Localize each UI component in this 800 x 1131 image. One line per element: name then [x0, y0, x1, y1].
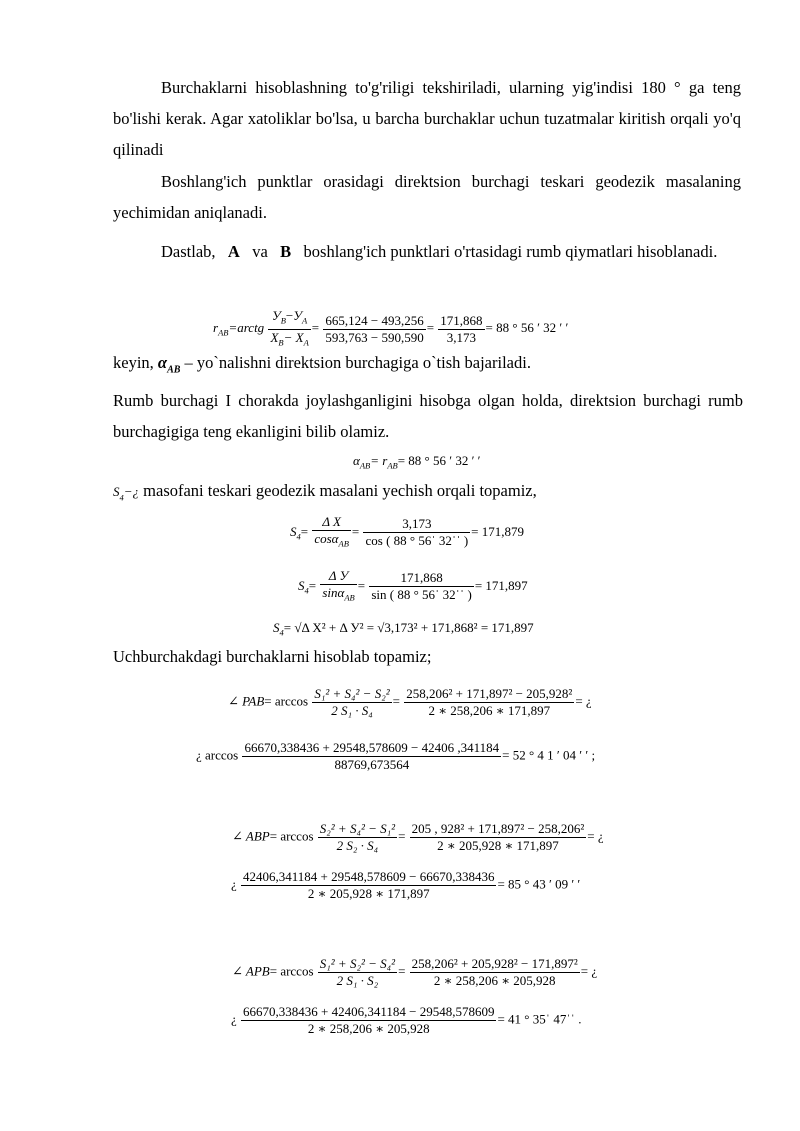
formula-symbol: S [273, 620, 280, 635]
formula-pab-line2 [196, 740, 595, 773]
formula-apb-line2 [231, 1004, 582, 1037]
formula-subscript: AB [344, 592, 355, 603]
formula-numerator: 66670,338436 + 42406,341184 − 29548,578609 [243, 1004, 495, 1019]
formula-rumb-ab: $r_{AB}=arctg$ $\frac{У_B-У_A}{X_B- X_A}$ = $\frac{665,124 - 493,256}{593,763 - 590,590}$ = $\frac{171,868}{3,173}$ = 88 ° 56 ′ 32 ′ ′ [213, 308, 568, 350]
formula-alpha-ab [353, 453, 481, 471]
formula-function: =arctg [228, 320, 265, 336]
formula-symbol: r [213, 320, 219, 336]
formula-denominator: sinα [322, 585, 345, 600]
formula-denominator: 88769,673564 [334, 757, 410, 772]
formula-operator: = ¿ [580, 963, 598, 979]
formula-result: = 171,897 [474, 577, 528, 593]
paragraph-keyin [113, 353, 531, 375]
formula-numerator: 42406,341184 + 29548,578609 − 66670,338436 [243, 869, 495, 884]
paragraph-initial-points [113, 166, 741, 228]
formula-subscript: AB [359, 460, 371, 471]
formula-numerator: S₁² + S₂² − S₄² [319, 956, 396, 971]
formula-numerator: 66670,338436 + 29548,578609 − 42406 ,341184 [244, 740, 500, 755]
formula-function: = arccos [269, 963, 314, 979]
formula-numerator: Δ У [320, 568, 356, 585]
alpha-subscript: AB [167, 364, 181, 376]
formula-result: = 88 ° 56 ′ 32 ′ ′ [397, 453, 481, 468]
formula-expression: = √Δ X² + Δ У² = √3,173² + 171,868² = 171,897 [283, 620, 534, 635]
formula-s4-cos: $S_4=$ $\frac{\text{Δ X}}{\cos\alpha_{AB}}$ = $\frac{3,173}{\text{cos ( 88 ° 56ˈ 32ˈˈ )}}$ = 171,879 [290, 514, 524, 552]
formula-symbol: = r [370, 453, 388, 468]
point-b-label: B [280, 242, 292, 261]
formula-denominator: sin ( 88 ° 56ˈ 32ˈˈ ) [371, 587, 472, 603]
formula-numerator: 3,173 [363, 516, 470, 533]
formula-denominator: 2 ∗ 258,206 ∗ 205,928 [307, 1021, 430, 1036]
formula-fraction [410, 956, 580, 989]
formula-subscript: AB [218, 327, 229, 338]
formula-subscript: 4 [304, 585, 309, 596]
formula-symbol: У [293, 308, 303, 323]
formula-numerator: S₂² + S₄² − S₁² [319, 821, 396, 836]
text-part: va [252, 242, 268, 261]
formula-fraction [410, 821, 587, 854]
paragraph-text: masofani teskari geodezik masalani yechish orqali topamiz, [143, 481, 537, 500]
formula-function: = arccos [269, 828, 314, 844]
formula-subscript: AB [387, 460, 398, 471]
formula-apb: ∠ APB= arccos $\frac{\text{S₁² + S₂² − S₄²}}{\text{2 S₁ · S₂}}$ = $\frac{\text{258,206² + 205,928² − 171,897²}}{2 ∗ 258,206 ∗ 205,928}$ = ¿ [232, 956, 598, 988]
formula-symbol: X [270, 329, 279, 345]
formula-fraction [404, 686, 574, 719]
text-part: keyin, [113, 353, 154, 372]
paragraph-quadrant [113, 385, 743, 447]
formula-numerator: 258,206² + 171,897² − 205,928² [406, 686, 573, 701]
paragraph-s4-intro [113, 481, 537, 502]
formula-denominator: cos ( 88 ° 56ˈ 32ˈˈ ) [365, 533, 469, 549]
paragraph-angle-check [113, 72, 741, 165]
formula-abp-line2 [231, 869, 580, 902]
formula-denominator: 2 ∗ 258,206 ∗ 171,897 [428, 703, 551, 718]
formula-symbol: ∠ ABP [232, 828, 270, 844]
alpha-symbol: α [157, 353, 168, 372]
formula-subscript: 4 [279, 627, 284, 638]
formula-fraction [312, 514, 351, 552]
formula-operator: − [285, 308, 294, 323]
formula-fraction [369, 570, 474, 603]
formula-symbol: ∠ PAB [228, 693, 265, 709]
formula-symbol: S [290, 523, 297, 539]
paragraph-text: Burchaklarni hisoblashning to'g'riligi tekshiriladi, ularning yig'indisi 180 ° ga teng bo'lishi kerak. Agar xatoliklar bo'lsa, u barcha burchaklar uchun tuzatmalar kiritish orqali yo'q qilinadi [113, 78, 741, 159]
paragraph-text: Rumb burchagi I chorakda joylashganligini hisobga olgan holda, direktsion burchagi rumb burchagigiga teng ekanligini bilib olamiz. [113, 391, 743, 441]
formula-subscript: 4 [296, 531, 301, 542]
formula-denominator: 2 S₁ · S₄ [331, 703, 373, 718]
paragraph-text: Uchburchakdagi burchaklarni hisoblab topamiz; [113, 647, 432, 666]
formula-result: = 52 ° 4 1 ′ 04 ′ ′ ; [502, 747, 596, 763]
formula-result: = 85 ° 43 ′ 09 ′ ′ [497, 876, 581, 892]
formula-denominator: 2 S₂ · S₄ [336, 838, 379, 853]
formula-operator: = ¿ [587, 828, 604, 844]
formula-operator: ¿ [231, 1011, 237, 1027]
text-part: – yo`nalishni direktsion burchagiga o`tish bajariladi. [184, 353, 531, 372]
formula-symbol: У [271, 308, 281, 323]
formula-result: = 88 ° 56 ′ 32 ′ ′ [485, 320, 569, 336]
formula-fraction [241, 869, 496, 902]
paragraph-text: Boshlang'ich punktlar orasidagi direktsion burchagi teskari geodezik masalaning yechimidan aniqlanadi. [113, 172, 741, 222]
formula-subscript: B [280, 315, 286, 326]
formula-numerator: 665,124 − 493,256 [325, 312, 424, 328]
formula-numerator: 171,868 [440, 312, 483, 328]
formula-subscript: AB [338, 538, 349, 549]
formula-symbol: S [298, 577, 305, 593]
formula-s4-sin: $S_4=$ $\frac{\text{Δ У}}{\sin\alpha_{AB}}$ = $\frac{171,868}{\text{sin ( 88 ° 56ˈ 32ˈˈ )}}$ = 171,897 [298, 568, 528, 606]
formula-fraction [312, 686, 391, 719]
formula-fraction [268, 308, 310, 350]
formula-function: ¿ arccos [196, 747, 239, 763]
formula-abp: ∠ ABP= arccos $\frac{\text{S₂² + S₄² − S₁²}}{\text{2 S₂ · S₄}}$ = $\frac{\text{205 , 928² + 171,897² − 258,206²}}{2 ∗ 205,928 ∗ 171,897}$ = ¿ [232, 821, 604, 853]
formula-fraction [318, 821, 397, 854]
formula-denominator: cosα [314, 531, 339, 546]
formula-result: = 171,879 [471, 523, 525, 539]
formula-function: = arccos [264, 693, 309, 709]
formula-denominator: 2 ∗ 258,206 ∗ 205,928 [433, 973, 556, 988]
formula-denominator: 593,763 − 590,590 [325, 329, 424, 345]
formula-fraction [438, 313, 484, 346]
formula-symbol: ∠ APB [232, 963, 270, 979]
formula-denominator: 3,173 [446, 329, 477, 345]
formula-fraction [318, 956, 397, 989]
formula-symbol: α [353, 453, 360, 468]
formula-denominator: 2 ∗ 205,928 ∗ 171,897 [437, 838, 559, 853]
point-a-label: A [227, 242, 240, 261]
formula-denominator: 2 S₁ · S₂ [336, 973, 379, 988]
formula-fraction [241, 1004, 496, 1037]
formula-pab: ∠ PAB= arccos $\frac{\text{S₁² + S₄² − S₂²}}{\text{2 S₁ · S₄}}$ = $\frac{\text{258,206² + 171,897² − 205,928²}}{2 ∗ 258,206 ∗ 171,897}$ = ¿ [228, 686, 592, 718]
text-part: Dastlab, [161, 242, 216, 261]
formula-numerator: S₁² + S₄² − S₂² [314, 686, 390, 701]
text-part: boshlang'ich punktlari o'rtasidagi rumb qiymatlari hisoblanadi. [303, 242, 718, 261]
formula-operator: = ¿ [575, 693, 592, 709]
formula-numerator: 205 , 928² + 171,897² − 258,206² [411, 821, 585, 836]
formula-operator: ¿ [231, 876, 237, 892]
formula-fraction [323, 313, 425, 346]
formula-symbol: − X [283, 329, 304, 345]
formula-subscript: A [302, 315, 308, 326]
paragraph-triangle [113, 647, 431, 667]
formula-fraction [242, 740, 501, 773]
formula-denominator: 2 ∗ 205,928 ∗ 171,897 [307, 886, 430, 901]
s-subscript: 4 [119, 492, 124, 503]
formula-numerator: 258,206² + 205,928² − 171,897² [411, 956, 578, 971]
formula-subscript: A [303, 337, 309, 348]
formula-operator: −¿ [123, 484, 140, 499]
s-symbol: S [113, 484, 120, 499]
formula-fraction [363, 516, 470, 549]
formula-numerator: Δ X [312, 514, 351, 531]
paragraph-rumb [113, 236, 741, 267]
formula-result: = 41 ° 35ˈ 47ˈˈ . [497, 1011, 582, 1027]
formula-subscript: B [278, 337, 284, 348]
formula-fraction [320, 568, 356, 606]
formula-numerator: 171,868 [369, 570, 474, 587]
formula-s4-sqrt [273, 620, 534, 638]
